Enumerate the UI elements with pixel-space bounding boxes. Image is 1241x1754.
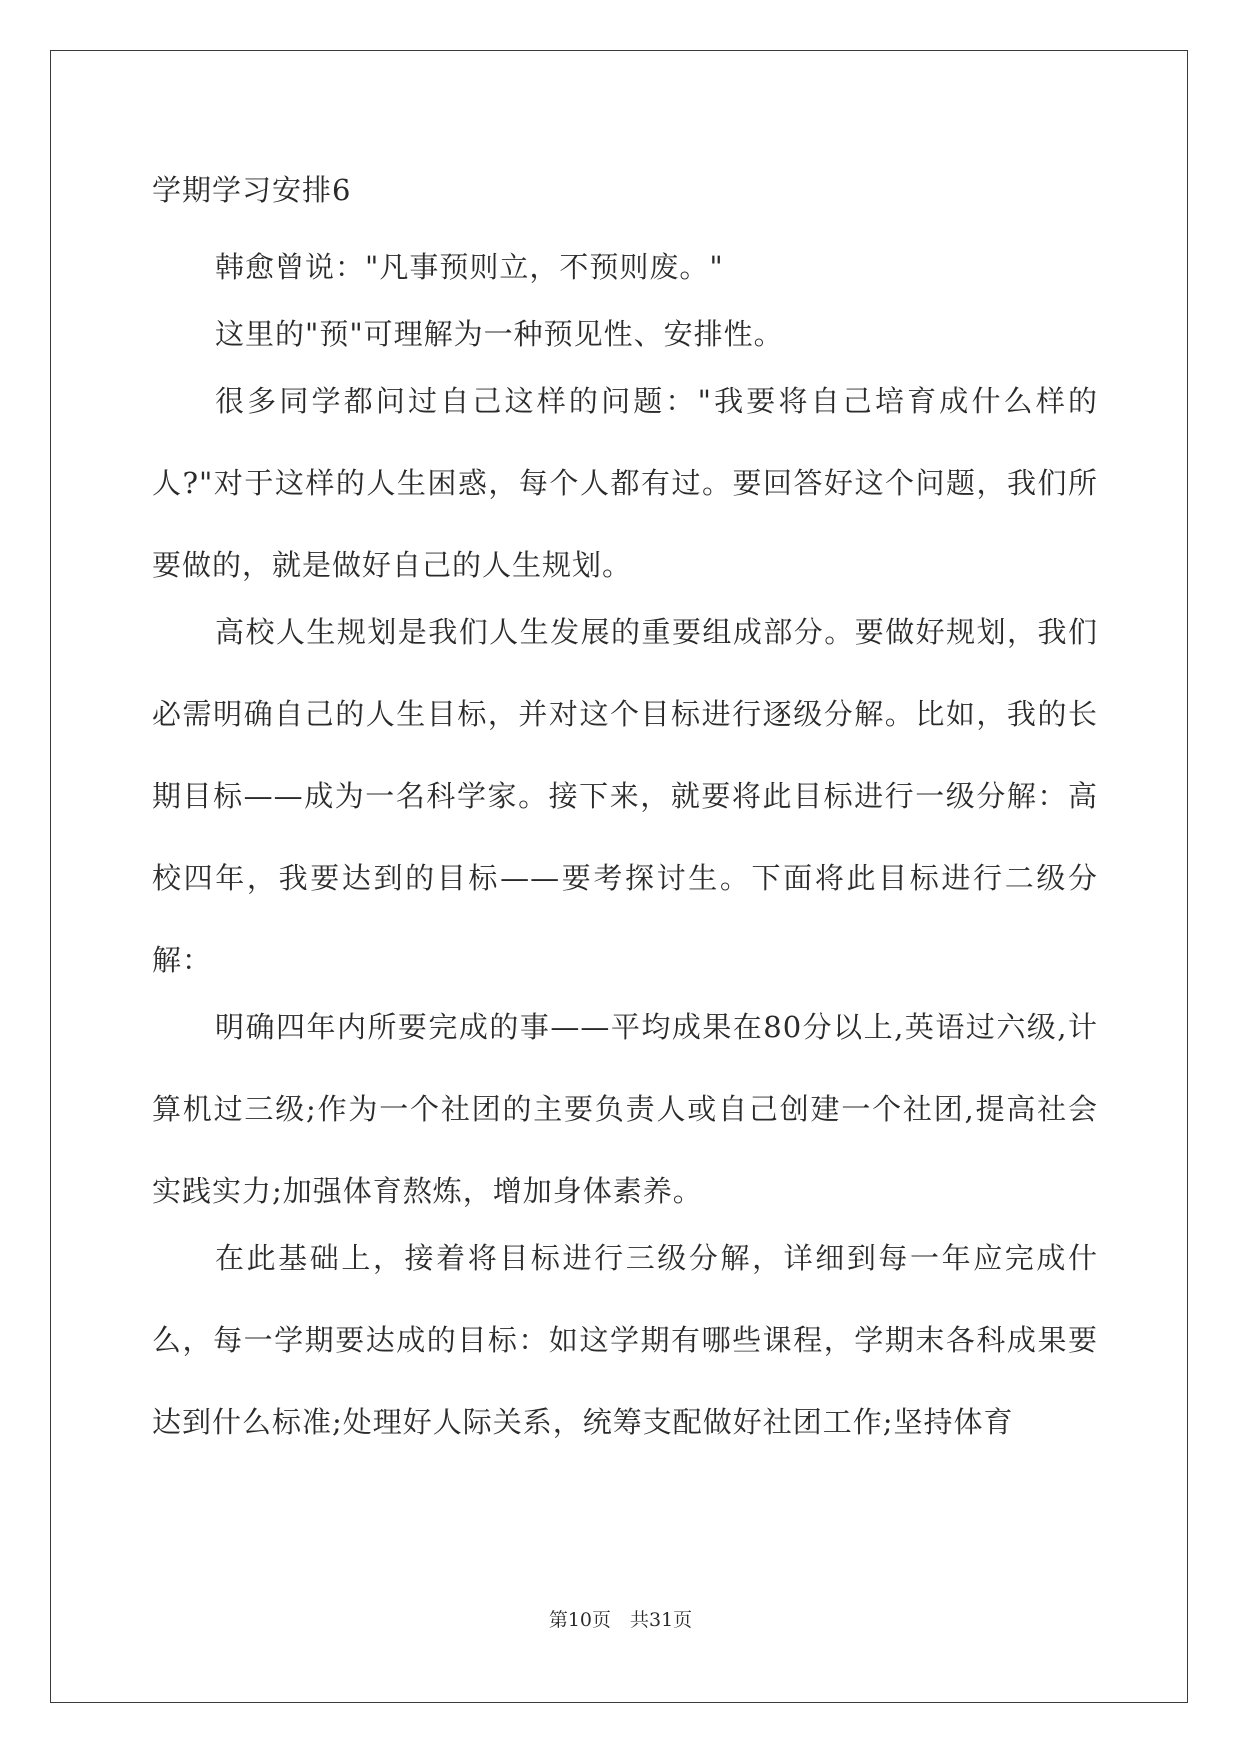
document-title: 学期学习安排6: [152, 173, 352, 207]
document-body: [152, 164, 1098, 1448]
paragraph-question: 很多同学都问过自己这样的问题："我要将自己培育成什么样的人?"对于这样的人生困惑，每个人都有过。要回答好这个问题，我们所要做的，就是做好自己的人生规划。: [152, 384, 1098, 582]
paragraph-planning: 高校人生规划是我们人生发展的重要组成部分。要做好规划，我们必需明确自己的人生目标，并对这个目标进行逐级分解。比如，我的长期目标——成为一名科学家。接下来，就要将此目标进行一级分解：高校四年，我要达到的目标——要考探讨生。下面将此目标进行二级分解：: [152, 615, 1098, 977]
paragraph-explanation: 这里的"预"可理解为一种预见性、安排性。: [215, 317, 784, 351]
paragraph-four-year-goals: 明确四年内所要完成的事——平均成果在80分以上,英语过六级,计算机过三级;作为一个社团的主要负责人或自己创建一个社团,提高社会实践实力;加强体育熬炼，增加身体素养。: [152, 1010, 1098, 1208]
paragraph-three-level-breakdown: 在此基础上，接着将目标进行三级分解，详细到每一年应完成什么，每一学期要达成的目标：如这学期有哪些课程，学期末各科成果要达到什么标准;处理好人际关系，统筹支配做好社团工作;坚持体育: [152, 1241, 1098, 1439]
paragraph-quote: 韩愈曾说："凡事预则立，不预则废。": [215, 250, 724, 284]
page-number: 第10页 共31页: [548, 1609, 693, 1631]
